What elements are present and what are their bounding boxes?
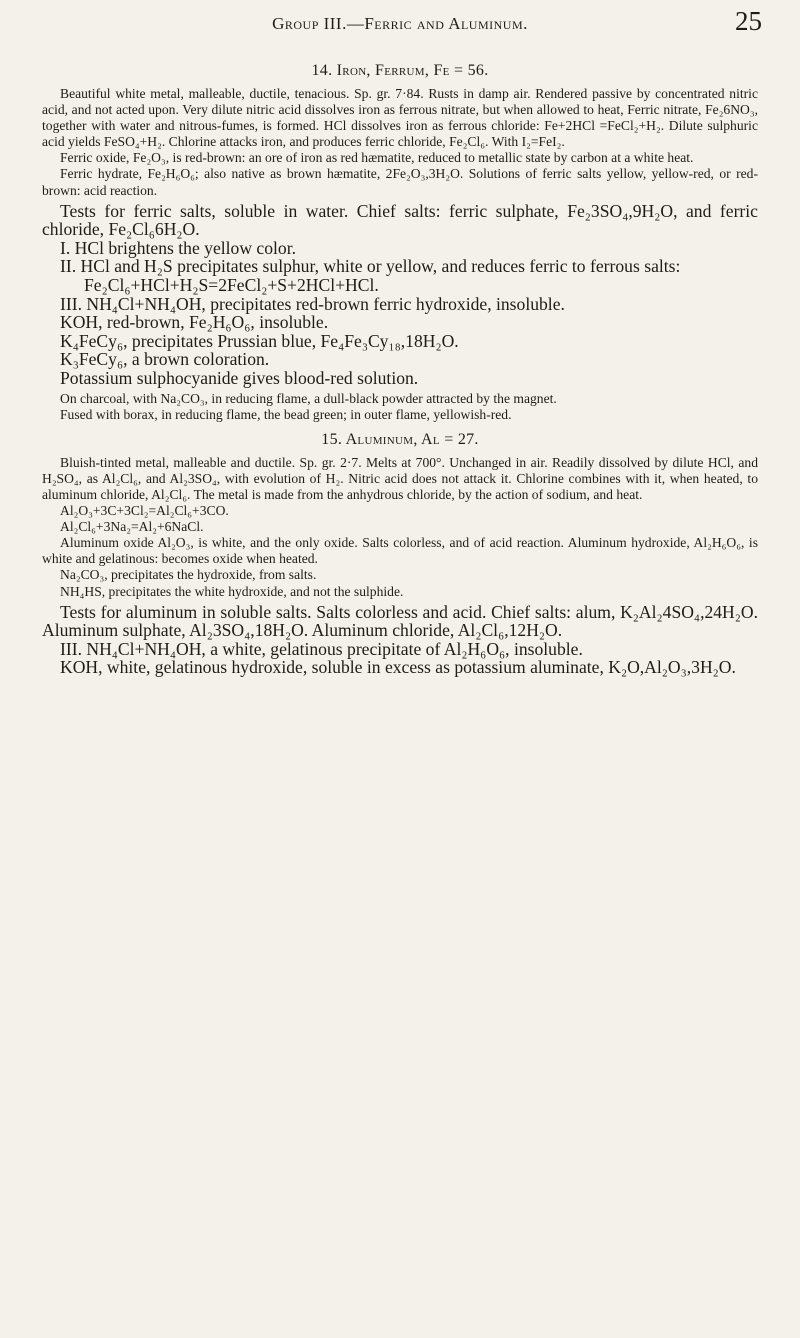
iron-properties [42, 86, 758, 199]
aluminum-properties [42, 455, 758, 600]
ferric-tests-intro: Tests for ferric salts, soluble in water. Chief salts: ferric sulphate, Fe₂3SO₄,9H₂O, and ferric chloride, Fe₂Cl₆6H₂O. [42, 200, 758, 240]
ferric-koh: KOH, red-brown, Fe₂H₆O₆, insoluble. [60, 312, 329, 333]
page-number: 25 [735, 6, 762, 36]
aluminum-tests [42, 603, 758, 677]
aluminum-section-title: 15. Aluminum, Al = 27. [321, 430, 479, 448]
ferric-charcoal-test: On charcoal, with Na₂CO₃, in reducing flame, a dull-black powder attracted by the magnet. [60, 390, 557, 406]
ferric-tests [42, 202, 758, 388]
aluminum-tests-intro: Tests for aluminum in soluble salts. Salts colorless and acid. Chief salts: alum, K₂Al₂4SO₄,24H₂O. Aluminum sulphate, Al₂3SO₄,18H₂O. Aluminum chloride, Al₂Cl₆,12H₂O. [42, 601, 758, 641]
ferric-test-1: I. HCl brightens the yellow color. [60, 237, 297, 258]
aluminum-koh: KOH, white, gelatinous hydroxide, soluble in excess as potassium aluminate, K₂O,Al₂O₃,3H₂O. [60, 657, 736, 678]
ferric-hydrate-text: Ferric hydrate, Fe₂H₆O₆; also native as brown hæmatite, 2Fe₂O₃,3H₂O. Solutions of ferric salts yellow, yellow-red, or red-brown: acid reaction. [42, 166, 758, 198]
ferric-sulphocyanide: Potassium sulphocyanide gives blood-red solution. [60, 368, 419, 388]
page-body [42, 62, 758, 677]
ferric-blowpipe [42, 391, 758, 423]
aluminum-equation-2: Al₂Cl₆+3Na₂=Al₂+6NaCl. [60, 519, 204, 535]
ferric-k3fecy6: K₃FeCy₆, a brown coloration. [60, 349, 270, 370]
ferric-test-3: III. NH₄Cl+NH₄OH, precipitates red-brown ferric hydroxide, insoluble. [60, 293, 565, 314]
page-header [0, 6, 800, 42]
ferric-oxide-text: Ferric oxide, Fe₂O₃, is red-brown: an ore of iron as red hæmatite, reduced to metallic state by carbon at a white heat. [60, 150, 694, 166]
running-head: Group III.—Ferric and Aluminum. [272, 14, 528, 33]
ferric-borax-test: Fused with borax, in reducing flame, the bead green; in outer flame, yellowish-red. [60, 406, 512, 422]
aluminum-description: Bluish-tinted metal, malleable and ductile. Sp. gr. 2·7. Melts at 700°. Unchanged in air. Readily dissolved by dilute HCl, and H₂SO₄, as Al₂Cl₆, and Al₂3SO₄, with evolution of H₂. Nitric acid does not attack it. Chlorine combines with it, when heated, to aluminum chloride, Al₂Cl₆. The metal is made from the anhydrous chloride, by the action of sodium, and heat. [42, 454, 758, 502]
ferric-k4fecy6: K₄FeCy₆, precipitates Prussian blue, Fe₄Fe₃Cy₁₈,18H₂O. [60, 330, 459, 351]
aluminum-oxide-text: Aluminum oxide Al₂O₃, is white, and the only oxide. Salts colorless, and of acid reaction. Aluminum hydroxide, Al₂H₆O₆, is white and gelatinous: becomes oxide when heated. [42, 535, 758, 567]
aluminum-equation-1: Al₂O₃+3C+3Cl₂=Al₂Cl₆+3CO. [60, 503, 229, 519]
aluminum-na2co3-text: Na₂CO₃, precipitates the hydroxide, from salts. [60, 567, 317, 583]
aluminum-test-3: III. NH₄Cl+NH₄OH, a white, gelatinous precipitate of Al₂H₆O₆, insoluble. [60, 638, 583, 659]
aluminum-nh4hs-text: NH₄HS, precipitates the white hydroxide, and not the sulphide. [60, 583, 404, 599]
iron-description: Beautiful white metal, malleable, ductile, tenacious. Sp. gr. 7·84. Rusts in damp air. Rendered passive by concentrated nitric acid, and not acted upon. Very dilute nitric acid dissolves iron as ferrous nitrate, but when allowed to heat, Ferric nitrate, Fe₂6NO₃, together with water and nitrous-fumes, is formed. HCl dissolves iron as ferrous chloride: Fe+2HCl =FeCl₂+H₂. Dilute sulphuric acid yields FeSO₄+H₂. Chlorine attacks iron, and produces ferric chloride, Fe₂Cl₆. With I₂=FeI₂. [42, 86, 758, 150]
ferric-test-2: II. HCl and H₂S precipitates sulphur, white or yellow, and reduces ferric to ferrous salts: [60, 256, 681, 277]
iron-section-title: 14. Iron, Ferrum, Fe = 56. [311, 62, 489, 79]
ferric-equation: Fe₂Cl₆+HCl+H₂S=2FeCl₂+S+2HCl+HCl. [84, 275, 379, 296]
